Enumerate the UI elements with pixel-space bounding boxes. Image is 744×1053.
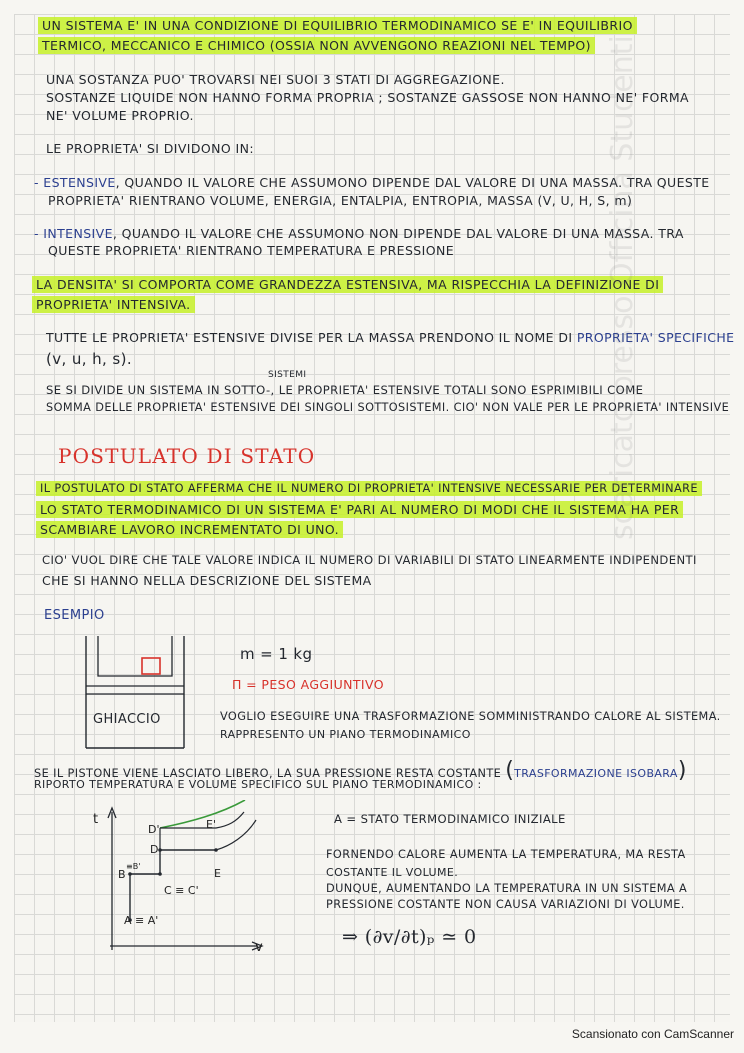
line-heat-2: COSTANTE IL VOLUME. <box>326 866 459 879</box>
line-extensive-list: PROPRIETA' RIENTRANO VOLUME, ENERGIA, ENTALPIA, ENTROPIA, MASSA (V, U, H, S, m) <box>48 193 633 208</box>
line-subsystems: SE SI DIVIDE UN SISTEMA IN SOTTO-, LE PROPRIETA' ESTENSIVE TOTALI SONO ESPRIMIBILI COME <box>46 383 644 397</box>
scanner-footer: Scansionato con CamScanner <box>571 1027 734 1041</box>
line-density-2: PROPRIETA' INTENSIVA. <box>32 296 195 313</box>
line-states: UNA SOSTANZA PUO' TROVARSI NEI SUOI 3 STATI DI AGGREGAZIONE. <box>46 72 505 87</box>
axis-t-label: t <box>93 812 99 827</box>
line-postulate-1: IL POSTULATO DI STATO AFFERMA CHE IL NUMERO DI PROPRIETA' INTENSIVE NECESSARIE PER DETERMINARE <box>36 481 702 496</box>
formula: ⇒ (∂v/∂t)ₚ ≃ 0 <box>342 926 477 948</box>
t-axis <box>108 808 116 950</box>
line-heat-3: DUNQUE, AUMENTANDO LA TEMPERATURA IN UN SISTEMA A <box>326 882 688 895</box>
line-subsystems-2: SOMMA DELLE PROPRIETA' ESTENSIVE DEI SINGOLI SOTTOSISTEMI. CIO' NON VALE PER LE PROPRIETA' INTENSIVE <box>46 401 730 414</box>
v-axis <box>110 942 262 950</box>
label-e: E <box>214 867 221 880</box>
axis-v-label: v <box>255 940 263 955</box>
tv-diagram <box>80 800 270 960</box>
line-specific-symbols: (v, u, h, s). <box>46 350 132 368</box>
initial-state: A = STATO TERMODINAMICO INIZIALE <box>334 812 566 826</box>
line-postulate-2: LO STATO TERMODINAMICO DI UN SISTEMA E' PARI AL NUMERO DI MODI CHE IL SISTEMA HA PER <box>36 501 683 518</box>
ice-label: GHIACCIO <box>93 712 161 727</box>
superscript-sistemi: SISTEMI <box>268 370 307 380</box>
intensive-definition: , QUANDO IL VALORE CHE ASSUMONO NON DIPENDE DAL VALORE DI UNA MASSA. TRA <box>112 226 684 241</box>
watermark: scaricato presso Officina Studenti <box>605 35 640 540</box>
specific-term: PROPRIETA' SPECIFICHE <box>576 330 735 345</box>
line-meaning-1: CIO' VUOL DIRE CHE TALE VALORE INDICA IL NUMERO DI VARIABILI DI STATO LINEARMENTE INDIPENDENTI <box>42 553 697 567</box>
extensive-term: - ESTENSIVE <box>34 175 116 190</box>
line-equilibrium-1: UN SISTEMA E' IN UNA CONDIZIONE DI EQUILIBRIO TERMODINAMICO SE E' IN EQUILIBRIO <box>38 17 637 34</box>
line-intensive <box>34 226 684 241</box>
isobaric-term: TRASFORMAZIONE ISOBARA <box>514 767 678 780</box>
extensive-definition: , QUANDO IL VALORE CHE ASSUMONO DIPENDE DAL VALORE DI UNA MASSA. TRA QUESTE <box>115 175 710 190</box>
label-d: D <box>150 843 159 856</box>
paren-open: ( <box>505 758 515 783</box>
example-heading: ESEMPIO <box>44 608 105 623</box>
isobar-green <box>160 800 245 828</box>
mass-value: m = 1 kg <box>240 645 313 663</box>
line-postulate-3: SCAMBIARE LAVORO INCREMENTATO DI UNO. <box>36 521 343 538</box>
label-e-prime: E' <box>206 818 216 831</box>
piston-text: SE IL PISTONE VIENE LASCIATO LIBERO, LA SUA PRESSIONE RESTA COSTANTE <box>34 767 502 780</box>
label-b-prime: ≡B' <box>126 862 141 871</box>
line-heat-1: FORNENDO CALORE AUMENTA LA TEMPERATURA, MA RESTA <box>326 848 686 861</box>
weight-legend: Π = PESO AGGIUNTIVO <box>232 677 384 692</box>
paren-close: ) <box>677 758 687 783</box>
line-liquids: SOSTANZE LIQUIDE NON HANNO FORMA PROPRIA ; SOSTANZE GASSOSE NON HANNO NE' FORMA <box>46 90 689 105</box>
line-transformation: VOGLIO ESEGUIRE UNA TRASFORMAZIONE SOMMINISTRANDO CALORE AL SISTEMA. <box>220 710 721 723</box>
line-density-1: LA DENSITA' SI COMPORTA COME GRANDEZZA ESTENSIVA, MA RISPECCHIA LA DEFINIZIONE DI <box>32 276 663 293</box>
line-equilibrium-2: TERMICO, MECCANICO E CHIMICO (OSSIA NON AVVENGONO REAZIONI NEL TEMPO) <box>38 37 595 54</box>
line-volume: NE' VOLUME PROPRIO. <box>46 108 194 123</box>
line-plane: RAPPRESENTO UN PIANO TERMODINAMICO <box>220 728 471 741</box>
line-properties: LE PROPRIETA' SI DIVIDONO IN: <box>46 141 254 156</box>
label-d-prime: D' <box>148 823 160 836</box>
section-title: POSTULATO DI STATO <box>58 444 316 468</box>
line-heat-4: PRESSIONE COSTANTE NON CAUSA VARIAZIONI DI VOLUME. <box>326 898 685 911</box>
label-a: A ≡ A' <box>124 914 159 927</box>
piston-sketch <box>80 632 190 752</box>
label-c: C ≡ C' <box>164 884 199 897</box>
line-report: RIPORTO TEMPERATURA E VOLUME SPECIFICO SUL PIANO TERMODINAMICO : <box>34 778 482 791</box>
line-meaning-2: CHE SI HANNO NELLA DESCRIZIONE DEL SISTEMA <box>42 573 372 588</box>
line-intensive-list: QUESTE PROPRIETA' RIENTRANO TEMPERATURA E PRESSIONE <box>48 243 455 258</box>
intensive-term: - INTENSIVE <box>34 226 113 241</box>
label-b: B <box>118 868 126 881</box>
specific-text: TUTTE LE PROPRIETA' ESTENSIVE DIVISE PER LA MASSA PRENDONO IL NOME DI <box>46 330 573 345</box>
